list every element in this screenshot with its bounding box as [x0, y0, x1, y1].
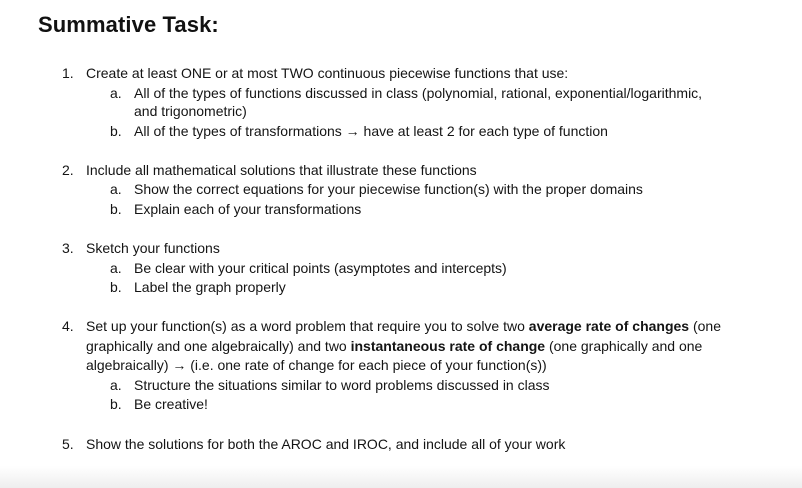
item-4-text-line3: algebraically) → (i.e. one rate of change for each piece of your function(s)) [86, 357, 547, 373]
item-4b-text: Be creative! [134, 396, 208, 412]
item-4a-text: Structure the situations similar to word problems discussed in class [134, 377, 550, 393]
item-4-text-line2: graphically and one algebraically) and two instantaneous rate of change (one graphically and one [86, 338, 703, 354]
item-2b-letter: b. [110, 201, 122, 217]
term-instantaneous-rate-of-change: instantaneous rate of change [350, 338, 546, 354]
item-4b-letter: b. [110, 396, 122, 412]
item-3b-letter: b. [110, 279, 122, 295]
item-3a-text: Be clear with your critical points (asymptotes and intercepts) [134, 260, 507, 276]
item-2b-text: Explain each of your transformations [134, 201, 362, 217]
item-3a-letter: a. [110, 260, 122, 276]
item-1-number: 1. [62, 65, 74, 81]
item-4-text-line1: Set up your function(s) as a word problem that require you to solve two average rate of changes (one [86, 318, 721, 334]
item-5-text: Show the solutions for both the AROC and IROC, and include all of your work [86, 436, 566, 452]
page-bottom-edge [0, 466, 802, 488]
item-2-text: Include all mathematical solutions that illustrate these functions [86, 162, 477, 178]
item-4a-letter: a. [110, 377, 122, 393]
page-title: Summative Task: [38, 12, 219, 37]
item-1a-letter: a. [110, 85, 122, 101]
item-1b-letter: b. [110, 123, 122, 139]
item-3-text: Sketch your functions [86, 240, 220, 256]
item-2-number: 2. [62, 162, 74, 178]
item-5-number: 5. [62, 436, 74, 452]
item-3-number: 3. [62, 240, 74, 256]
item-4-number: 4. [62, 318, 74, 334]
item-1a-text-line1: All of the types of functions discussed in class (polynomial, rational, exponential/logarithmic, [134, 85, 703, 101]
item-2a-letter: a. [110, 181, 122, 197]
item-2a-text: Show the correct equations for your piecewise function(s) with the proper domains [134, 181, 643, 197]
item-1-text: Create at least ONE or at most TWO continuous piecewise functions that use: [86, 65, 569, 81]
term-average-rate-of-change: average rate of changes [528, 318, 690, 334]
item-3b-text: Label the graph properly [134, 279, 286, 295]
item-1a-text-line2: and trigonometric) [134, 103, 247, 119]
item-1b-text: All of the types of transformations → have at least 2 for each type of function [134, 123, 608, 139]
